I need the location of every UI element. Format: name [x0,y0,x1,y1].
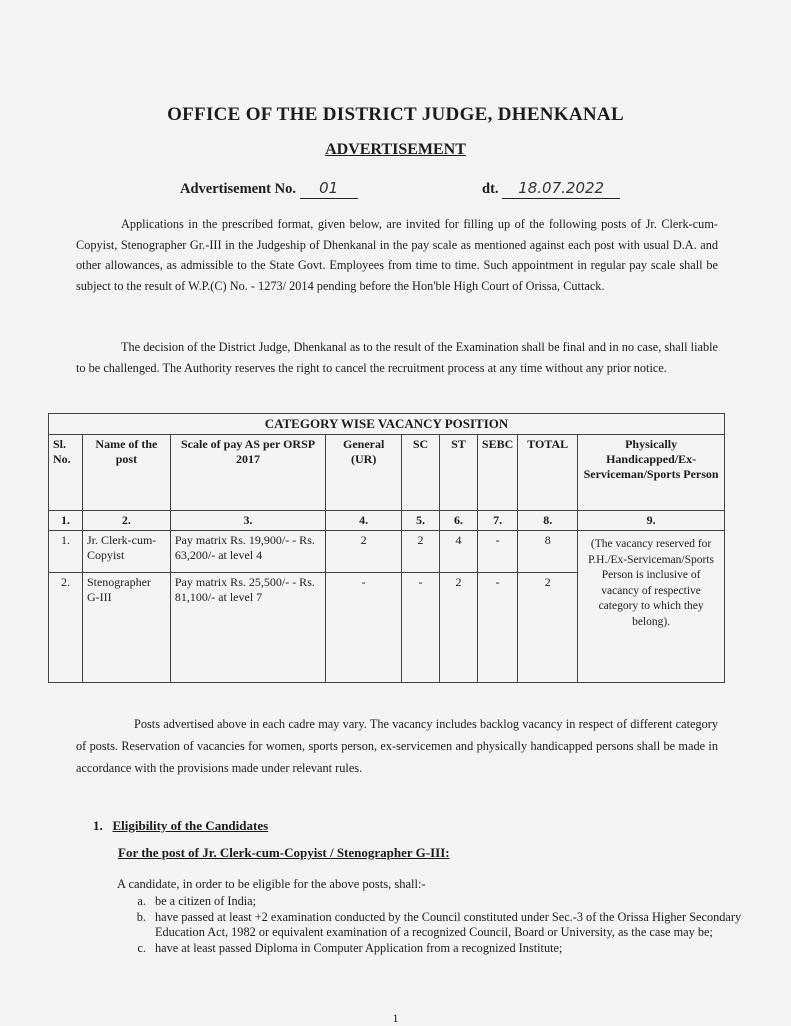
row-st: 4 [439,531,477,573]
row-total: 8 [518,531,578,573]
col-header-post: Name of the post [82,435,170,511]
page-number: 1 [392,1011,399,1025]
ph-note: (The vacancy reserved for P.H./Ex-Serviceman/Sports Person is inclusive of vacancy of respective category to which they belong). [578,531,725,683]
col-number: 1. [49,511,83,531]
adv-no-label: Advertisement No. [180,181,296,197]
col-header-st: ST [439,435,477,511]
list-item: a. be a citizen of India; [149,894,749,910]
col-number: 9. [578,511,725,531]
col-number: 8. [518,511,578,531]
decision-paragraph-text: The decision of the District Judge, Dhenkanal as to the result of the Examination shall be final and in no case, shall liable to be challenged. The Authority reserves the right to cancel the recruitment process at any time without any prior notice. [76,340,718,375]
col-number: 2. [82,511,170,531]
table-row [49,531,725,573]
vacancy-table [48,413,725,683]
date-label: dt. [482,181,499,197]
col-header-pay: Scale of pay AS per ORSP 2017 [170,435,325,511]
row-sc: - [402,573,440,683]
col-number: 5. [402,511,440,531]
advertisement-date-line [482,179,620,199]
col-number: 3. [170,511,325,531]
row-ur: - [326,573,402,683]
office-title: OFFICE OF THE DISTRICT JUDGE, DHENKANAL [167,104,624,125]
adv-no-value: 01 [319,179,339,197]
row-post: Jr. Clerk-cum-Copyist [82,531,170,573]
row-sebc: - [477,573,517,683]
col-number: 7. [477,511,517,531]
row-post: Stenographer G-III [82,573,170,683]
advertisement-heading: ADVERTISEMENT [325,141,466,158]
section-eligibility-subheading: For the post of Jr. Clerk-cum-Copyist / Stenographer G-III: [118,845,450,860]
row-sc: 2 [402,531,440,573]
eligibility-criteria-list [117,894,749,956]
eligibility-intro: A candidate, in order to be eligible for the above posts, shall:- [117,877,426,891]
col-number: 6. [439,511,477,531]
row-sebc: - [477,531,517,573]
intro-paragraph-text: Applications in the prescribed format, given below, are invited for filling up of the following posts of Jr. Clerk-cum-Copyist, Stenographer Gr.-III in the Judgeship of Dhenkanal in the pay scale as mentioned against each post with usual D.A. and other allowances, as admissible to the State Govt. Employees from time to time. Such appointment in regular pay scale shall be subject to the result of W.P.(C) No. - 1273/ 2014 pending before the Hon'ble High Court of Orissa, Cuttack. [76,217,718,293]
table-number-row [49,511,725,531]
col-header-sc: SC [402,435,440,511]
table-caption: CATEGORY WISE VACANCY POSITION [49,414,725,435]
col-header-sebc: SEBC [477,435,517,511]
col-number: 4. [326,511,402,531]
list-item: b. have passed at least +2 examination conducted by the Council constituted under Sec.-3 of the Orissa Higher Secondary Education Act, 1982 or equivalent examination of a recognized Council, Board or University, as the case may be; [149,910,749,941]
table-header-row [49,435,725,511]
reservation-paragraph-text: Posts advertised above in each cadre may vary. The vacancy includes backlog vacancy in respect of different category of posts. Reservation of vacancies for women, sports person, ex-servicemen and physically handicapped persons shall be made in accordance with the provisions made under relevant rules. [76,717,718,775]
advertisement-number-line [180,179,358,199]
row-sl: 2. [49,573,83,683]
col-header-ur: General (UR) [326,435,402,511]
col-header-sl: Sl. No. [49,435,83,511]
reservation-paragraph [76,713,718,779]
date-value: 18.07.2022 [518,179,605,197]
section-eligibility-heading [93,818,268,834]
row-st: 2 [439,573,477,683]
col-header-ph: Physically Handicapped/Ex-Serviceman/Sports Person [578,435,725,511]
intro-paragraph [76,214,718,296]
col-header-total: TOTAL [518,435,578,511]
list-item: c. have at least passed Diploma in Computer Application from a recognized Institute; [149,941,749,957]
row-ur: 2 [326,531,402,573]
row-sl: 1. [49,531,83,573]
row-pay: Pay matrix Rs. 25,500/- - Rs. 81,100/- at level 7 [170,573,325,683]
decision-paragraph [76,337,718,378]
section-number: 1. [93,818,103,833]
section-title: Eligibility of the Candidates [112,818,269,833]
adv-no-field [300,179,358,199]
date-field [502,179,620,199]
row-total: 2 [518,573,578,683]
row-pay: Pay matrix Rs. 19,900/- - Rs. 63,200/- at level 4 [170,531,325,573]
